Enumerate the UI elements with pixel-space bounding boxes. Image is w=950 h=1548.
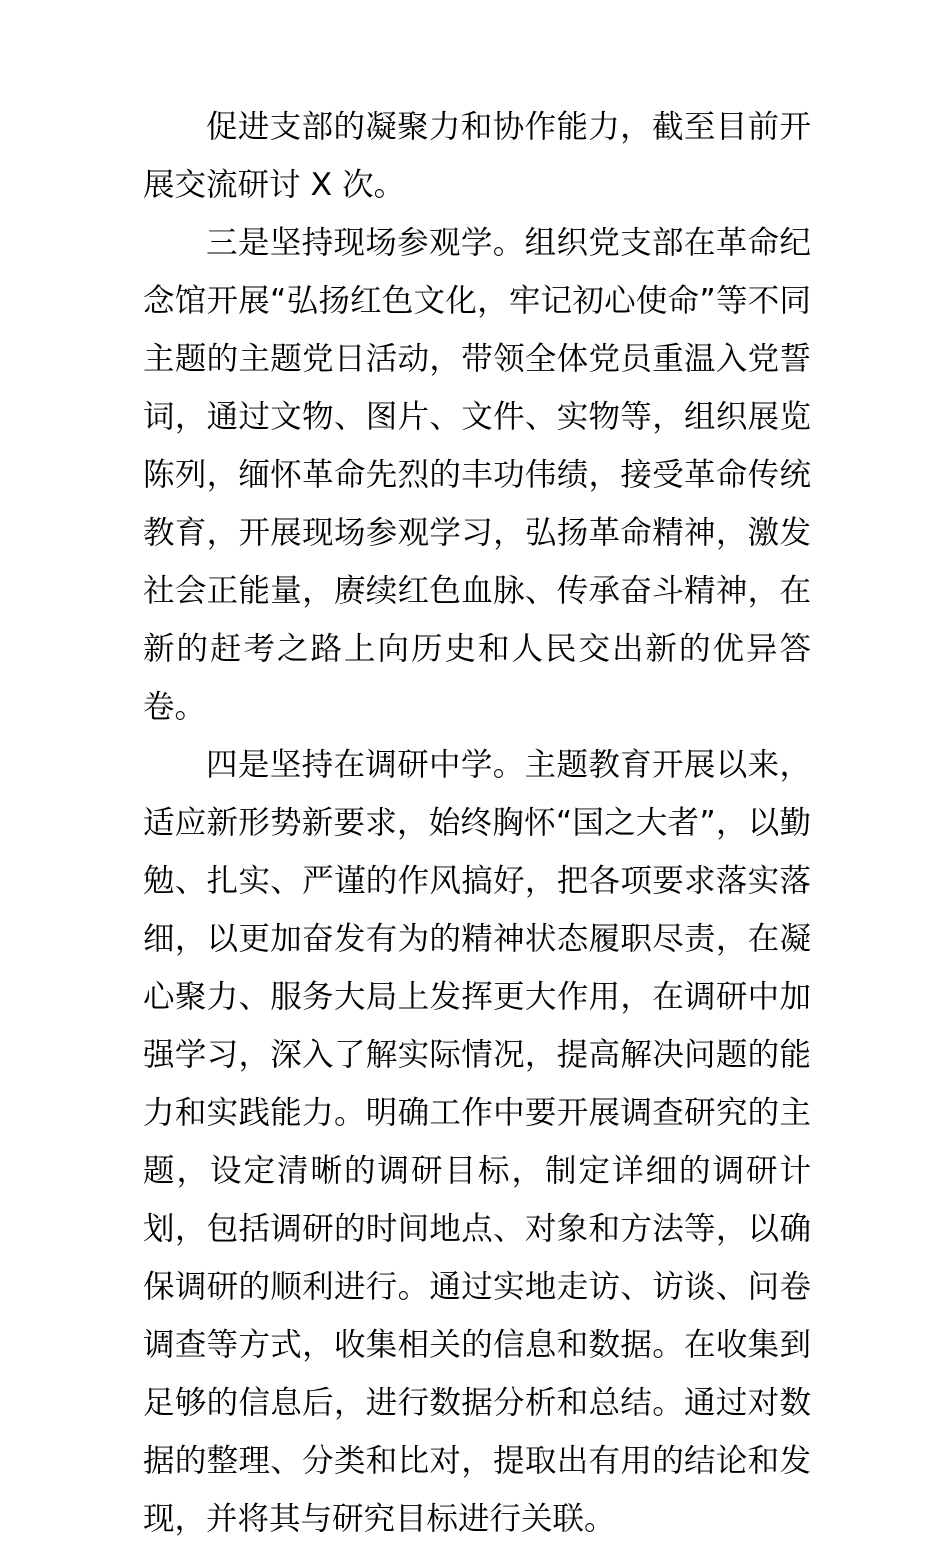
document-body [143, 98, 811, 1548]
paragraph-continuation: 促进支部的凝聚力和协作能力，截至目前开展交流研讨 X 次。 [143, 109, 811, 203]
paragraph-three: 三是坚持现场参观学。组织党支部在革命纪念馆开展“弘扬红色文化，牢记初心使命”等不同主题的主题党日活动，带领全体党员重温入党誓词，通过文物、图片、文件、实物等，组织展览陈列，缅怀革命先烈的丰功伟绩，接受革命传统教育，开展现场参观学习，弘扬革命精神，激发社会正能量，赓续红色血脉、传承奋斗精神，在新的赶考之路上向历史和人民交出新的优异答卷。 [143, 225, 811, 725]
paragraph-four: 四是坚持在调研中学。主题教育开展以来，适应新形势新要求，始终胸怀“国之大者”，以勤勉、扎实、严谨的作风搞好，把各项要求落实落细，以更加奋发有为的精神状态履职尽责，在凝心聚力、服务大局上发挥更大作用，在调研中加强学习，深入了解实际情况，提高解决问题的能力和实践能力。明确工作中要开展调查研究的主题，设定清晰的调研目标，制定详细的调研计划，包括调研的时间地点、对象和方法等，以确保调研的顺利进行。通过实地走访、访谈、问卷调查等方式，收集相关的信息和数据。在收集到足够的信息后，进行数据分析和总结。通过对数据的整理、分类和比对，提取出有用的结论和发现，并将其与研究目标进行关联。 [143, 747, 811, 1537]
